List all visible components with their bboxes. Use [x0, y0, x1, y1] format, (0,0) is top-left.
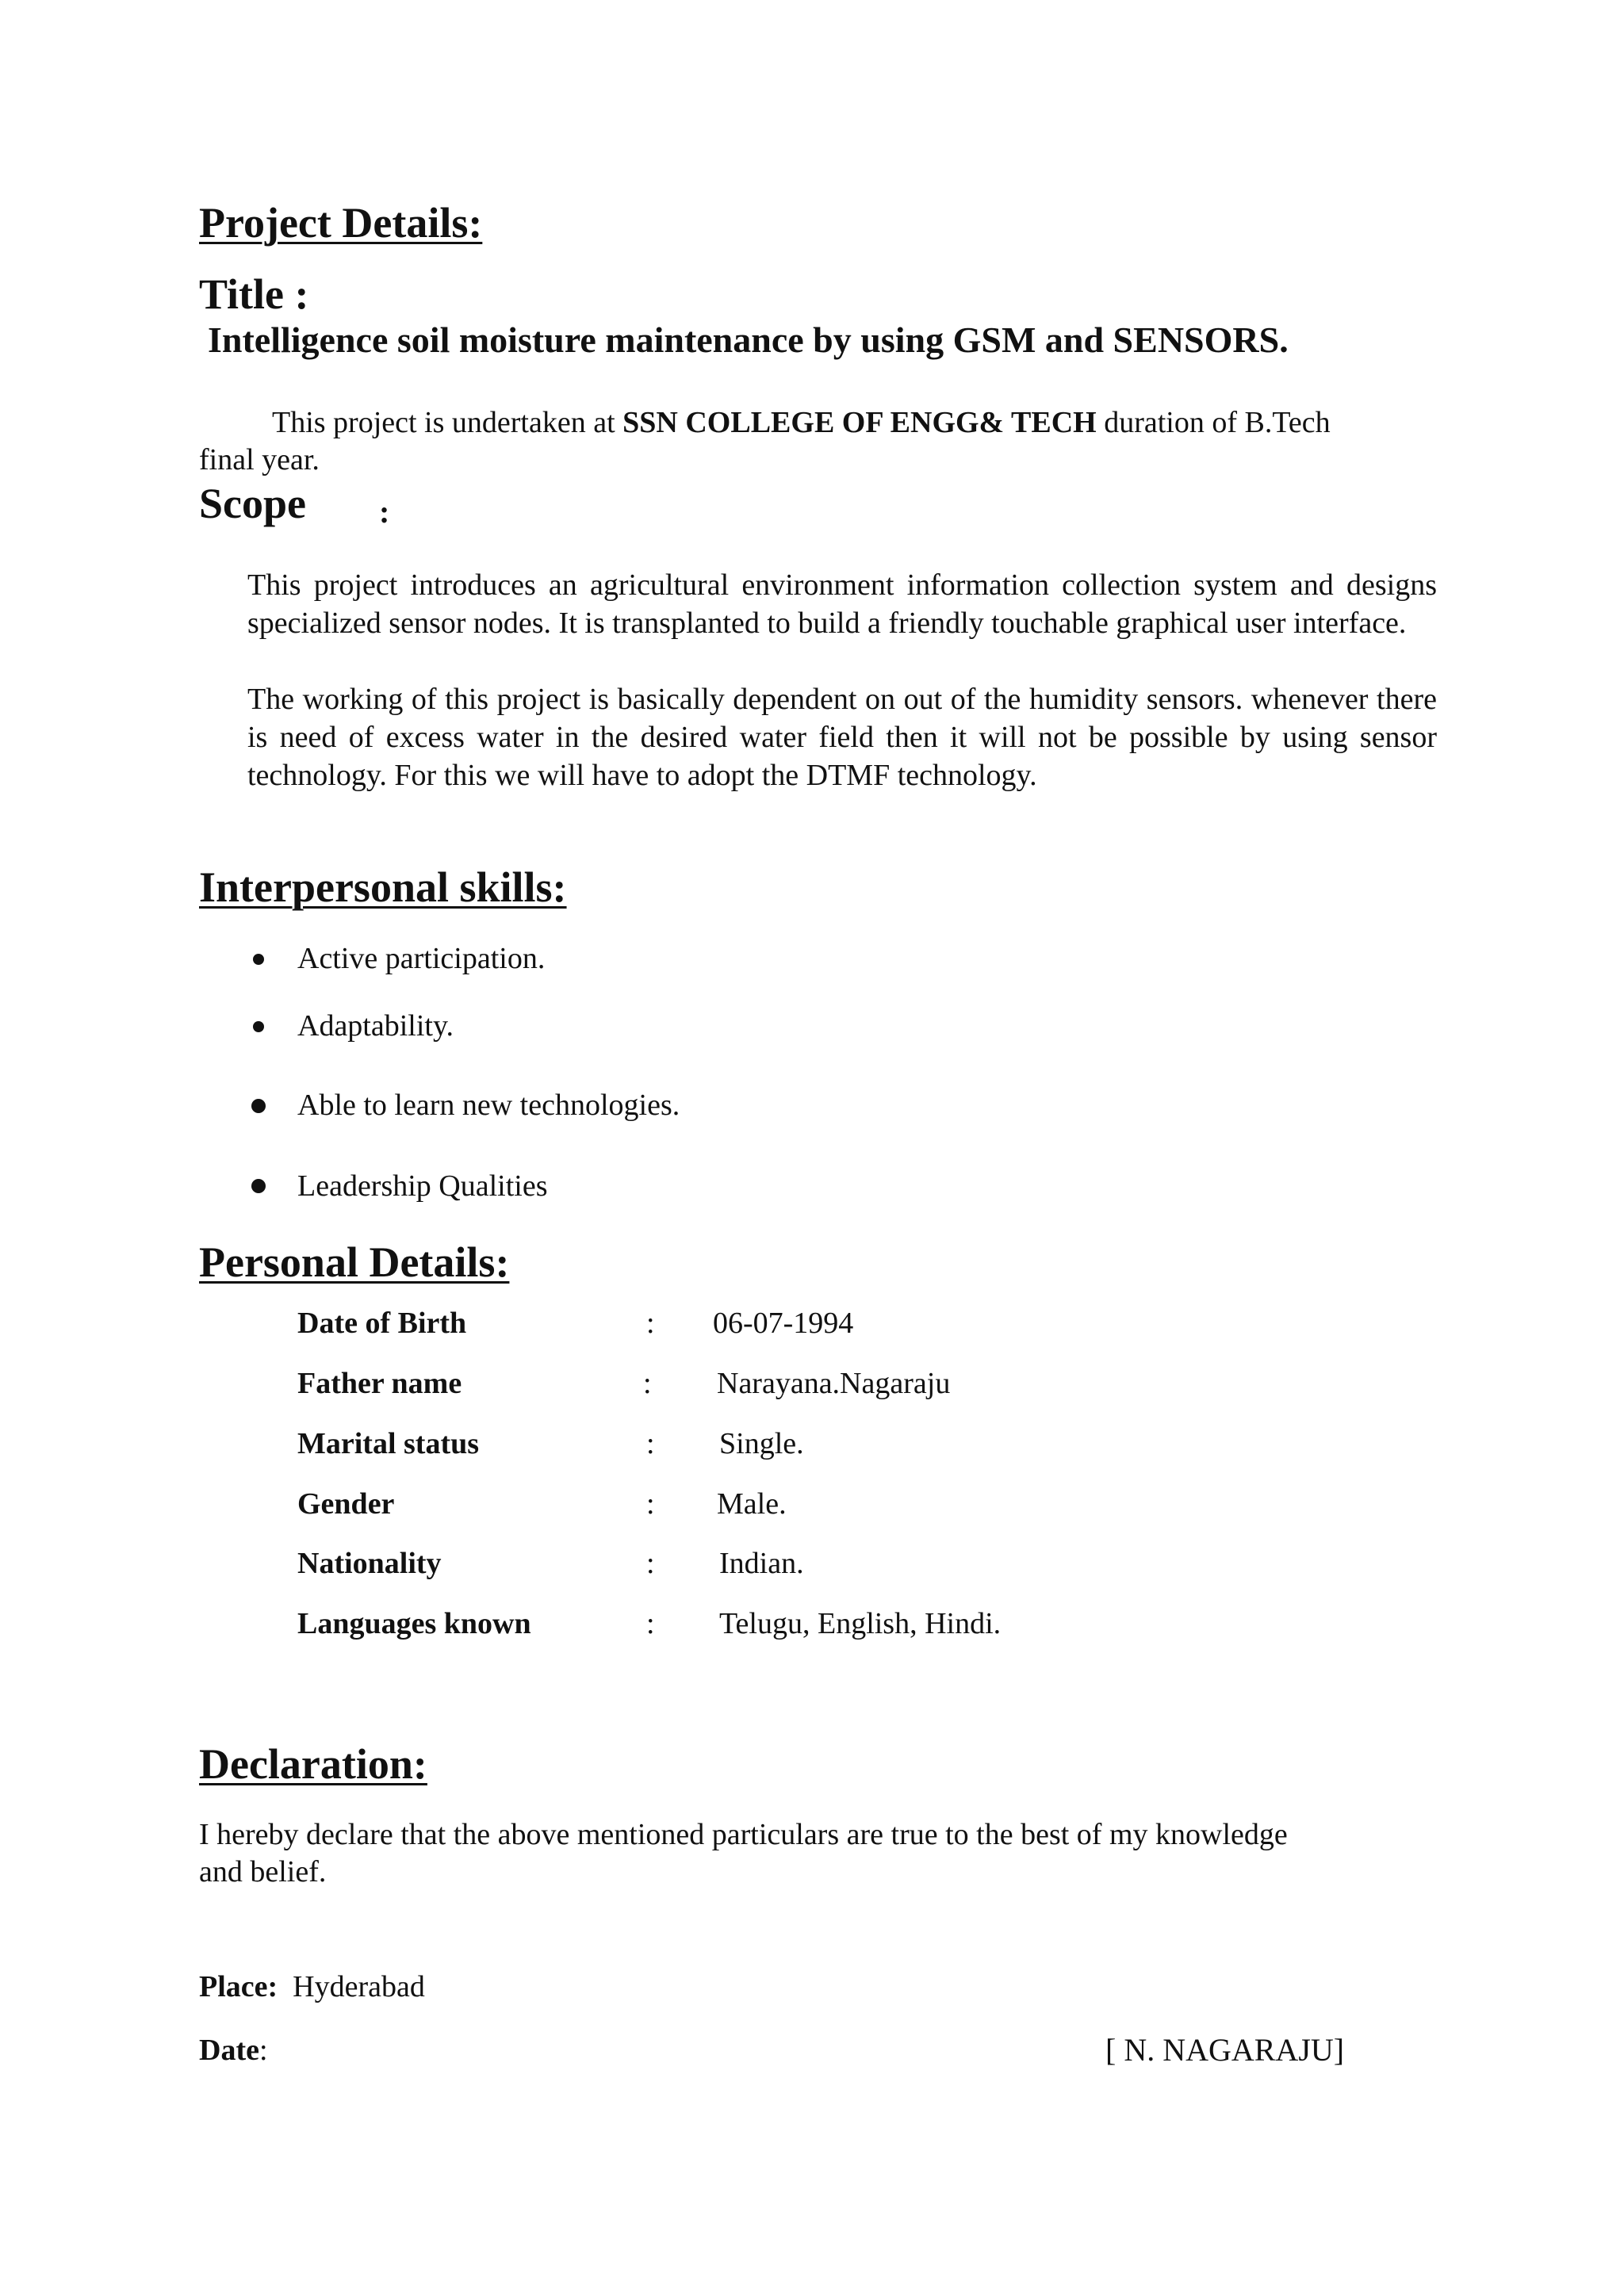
father-name-label: Father name	[297, 1367, 462, 1400]
scope-colon: :	[379, 494, 390, 530]
project-intro-line1	[272, 404, 1430, 442]
bullet-icon	[253, 1021, 264, 1032]
dob-label: Date of Birth	[297, 1307, 467, 1340]
father-name-colon: :	[643, 1367, 652, 1400]
skill-item: Able to learn new technologies.	[297, 1089, 680, 1122]
scope-paragraph-2: The working of this project is basically dependent on out of the humidity sensors. whenever there is need of excess water in the desired water field then it will not be possible by using sensor technology. For this we will have to adopt the DTMF technology.	[247, 683, 1437, 792]
place-value: Hyderabad	[293, 1970, 425, 2003]
place-label: Place:	[199, 1970, 278, 2003]
dob-colon: :	[646, 1307, 655, 1340]
dob-value: 06-07-1994	[713, 1307, 854, 1340]
nationality-value: Indian.	[719, 1547, 804, 1580]
date-colon: :	[259, 2034, 268, 2067]
father-name-value: Narayana.Nagaraju	[717, 1367, 951, 1400]
skill-item: Adaptability.	[297, 1009, 454, 1043]
project-intro-line2: final year.	[199, 443, 320, 476]
project-details-heading: Project Details:	[199, 199, 483, 247]
skill-item: Active participation.	[297, 942, 546, 975]
personal-details-heading: Personal Details:	[199, 1238, 510, 1286]
marital-status-value: Single.	[719, 1427, 804, 1460]
title-label: Title :	[199, 270, 309, 318]
languages-colon: :	[646, 1607, 655, 1640]
marital-status-colon: :	[646, 1427, 655, 1460]
date-line	[199, 2033, 268, 2068]
signature: [ N. NAGARAJU]	[1105, 2032, 1345, 2068]
intro-suffix: duration of B.Tech	[1096, 406, 1331, 439]
gender-colon: :	[646, 1487, 655, 1521]
bullet-icon	[251, 1099, 266, 1113]
skills-heading: Interpersonal skills:	[199, 863, 567, 911]
gender-value: Male.	[717, 1487, 787, 1521]
scope-paragraph-1: This project introduces an agricultural environment information collection system and designs specialized sensor nodes. It is transplanted to build a friendly touchable graphical user interface.	[247, 568, 1437, 640]
gender-label: Gender	[297, 1487, 395, 1521]
declaration-line1: I hereby declare that the above mentioned particulars are true to the best of my knowledge	[199, 1818, 1288, 1851]
skill-item: Leadership Qualities	[297, 1169, 548, 1203]
project-title: Intelligence soil moisture maintenance by using GSM and SENSORS.	[208, 320, 1289, 360]
marital-status-label: Marital status	[297, 1427, 480, 1460]
declaration-heading: Declaration:	[199, 1740, 427, 1788]
scope-label: Scope	[199, 480, 306, 527]
place-line	[199, 1969, 425, 2004]
bullet-icon	[253, 954, 264, 965]
languages-value: Telugu, English, Hindi.	[719, 1607, 1002, 1640]
nationality-label: Nationality	[297, 1547, 442, 1580]
bullet-icon	[251, 1179, 266, 1193]
intro-prefix: This project is undertaken at	[272, 406, 623, 439]
nationality-colon: :	[646, 1547, 655, 1580]
languages-label: Languages known	[297, 1607, 531, 1640]
date-label: Date	[199, 2034, 259, 2067]
declaration-line2: and belief.	[199, 1855, 327, 1888]
intro-college: SSN COLLEGE OF ENGG& TECH	[622, 406, 1097, 439]
